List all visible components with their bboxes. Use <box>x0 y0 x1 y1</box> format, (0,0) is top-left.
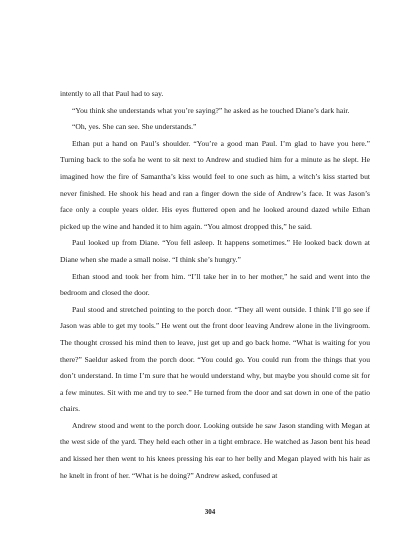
paragraph: Andrew stood and went to the porch door. Looking outside he saw Jason standing with Megan at the west side of the yard. They held each other in a tight embrace. He watched as Jason bent his head and kissed her then went to his knees pressing his ear to her belly and Megan played with his hair as he knelt in front of her. “What is he doing?” Andrew asked, confused at <box>60 420 370 480</box>
paragraph: “You think she understands what you’re saying?” he asked as he touched Diane’s dark hair. <box>72 105 350 115</box>
page-number: 304 <box>204 508 216 516</box>
paragraph: Paul stood and stretched pointing to the porch door. “They all went outside. I think I’ll go see if Jason was able to get my tools.” He went out the front door leaving Andrew alone in the livingroom. The thought crossed his mind then to leave, just get up and go back home. “What is waiting for you there?” Saeldur asked from the porch door. “You could go. You could run from the things that you don’t understand. In time I’m sure that he would understand why, but maybe you should come sit for a few minutes. Sit with me and try to see.” He turned from the door and sat down in one of the patio chairs. <box>60 304 370 414</box>
paragraph: “Oh, yes. She can see. She understands.” <box>72 122 197 132</box>
paragraph: Ethan put a hand on Paul’s shoulder. “You’re a good man Paul. I’m glad to have you here.” Turning back to the sofa he went to sit next to Andrew and studied him for a minute as he slept. He imagined how the fire of Samantha’s kiss would feel to one such as him, a witch’s kiss started but never finished. He shook his head and ran a finger down the side of Andrew’s face. It was Jason’s face only a couple years older. His eyes fluttered open and he looked around dazed while Ethan picked up the wine and handed it to him again. “You almost dropped this,” he said. <box>60 138 370 231</box>
body-text <box>60 86 370 484</box>
paragraph-continuation: intently to all that Paul had to say. <box>60 89 164 98</box>
paragraph: Paul looked up from Diane. “You fell asleep. It happens sometimes.” He looked back down at Diane when she made a small noise. “I think she’s hungry.” <box>60 238 370 264</box>
paragraph: Ethan stood and took her from him. “I’ll take her in to her mother,” he said and went into the bedroom and closed the door. <box>60 271 370 298</box>
